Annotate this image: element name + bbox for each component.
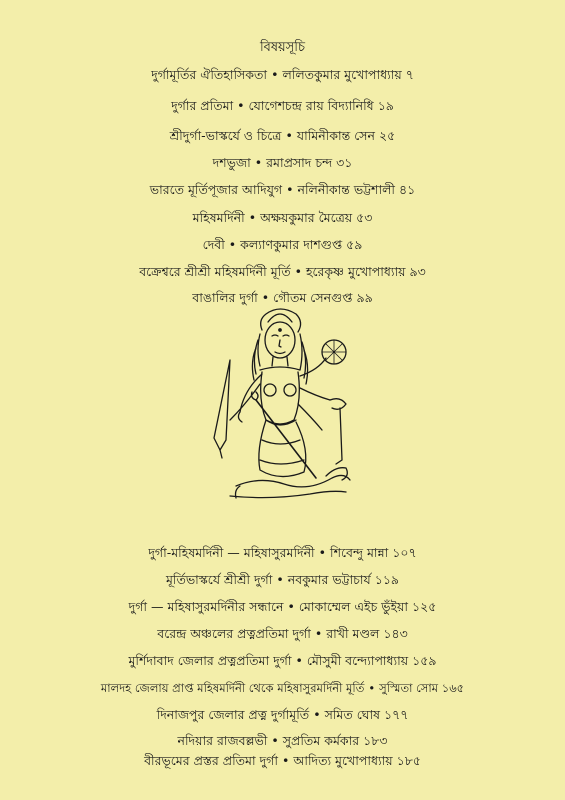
separator: • [287, 599, 295, 614]
entry-title: দুর্গামূর্তির ঐতিহাসিকতা [151, 67, 268, 82]
entry-author: অক্ষয়কুমার মৈত্রেয় [260, 210, 353, 225]
separator: • [276, 572, 284, 587]
toc-entry [0, 181, 565, 199]
entry-author: যোগেশচন্দ্র রায় বিদ্যানিধি [248, 98, 374, 113]
separator: • [248, 210, 257, 225]
toc-entry [0, 209, 565, 227]
entry-author: রাখী মণ্ডল [326, 626, 380, 641]
toc-entry [0, 598, 565, 616]
separator: • [368, 681, 376, 695]
entry-author: যামিনীকান্ত সেন [296, 128, 376, 143]
entry-title: দুর্গা-মহিষমর্দিনী — মহিষাসুরমর্দিনী [148, 545, 315, 560]
entry-author: মৌসুমী বন্দ্যোপাধ্যায় [306, 653, 409, 668]
entry-page: ১২৫ [411, 599, 437, 614]
entry-title: বীরভূমের প্রস্তর প্রতিমা দুর্গা [144, 753, 278, 768]
entry-title: মুর্শিদাবাদ জেলার প্রত্নপ্রতিমা দুর্গা [128, 653, 292, 668]
separator: • [254, 155, 263, 170]
toc-entry [0, 706, 565, 724]
entry-author: আদিত্য মুখোপাধ্যায় [293, 753, 393, 768]
entry-title: দুর্গা — মহিষাসুরমর্দিনীর সন্ধানে [128, 599, 284, 614]
entry-page: ৪১ [398, 182, 416, 197]
entry-title: বক্রেশ্বরে শ্রীশ্রী মহিষমর্দিনী মূর্তি [139, 264, 291, 279]
separator: • [314, 626, 323, 641]
entry-author: নলিনীকান্ত ভট্টশালী [297, 182, 395, 197]
separator: • [285, 128, 293, 143]
entry-page: ৫৩ [356, 210, 373, 225]
toc-entry [0, 625, 565, 643]
separator: • [271, 733, 279, 748]
separator: • [294, 264, 302, 279]
page-heading: বিষয়সূচি [259, 40, 306, 55]
entry-title: দিনাজপুর জেলার প্রত্ন দুর্গামূর্তি [156, 707, 310, 722]
separator: • [228, 237, 237, 252]
entry-title: দেবী [202, 237, 225, 252]
entry-page: ১১৯ [374, 572, 400, 587]
toc-entry [0, 544, 565, 562]
entry-author: সমিত ঘোষ [324, 707, 380, 722]
entry-author: কল্যাণকুমার দাশগুপ্ত [240, 237, 343, 252]
separator: • [237, 98, 245, 113]
separator: • [286, 182, 294, 197]
entry-author: মোকাম্মেল এইচ ভুঁইয়া [298, 599, 408, 614]
entry-author: ললিতকুমার মুখোপাধ্যায় [282, 67, 402, 82]
separator: • [271, 67, 279, 82]
entry-page: ৫৯ [346, 237, 363, 252]
entry-page: ১৯ [377, 98, 394, 113]
separator: • [261, 290, 270, 305]
entry-title: মূর্তিভাস্কর্যে শ্রীশ্রী দুর্গা [165, 572, 273, 587]
entry-title: মালদহ জেলায় প্রাপ্ত মহিষমর্দিনী থেকে মহিষাসুরমর্দিনী মূর্তি [100, 681, 365, 695]
entry-title: দুর্গার প্রতিমা [171, 98, 234, 113]
entry-title: বাঙালির দুর্গা [192, 290, 258, 305]
entry-page: ৯৯ [356, 290, 373, 305]
entry-author: গৌতম সেনগুপ্ত [273, 290, 353, 305]
goddess-illustration-icon [200, 300, 360, 510]
entry-title: ভারতে মূর্তিপূজার আদিযুগ [149, 182, 283, 197]
entry-page: ১৬৫ [441, 681, 465, 695]
entry-page: ১০৭ [392, 545, 417, 560]
toc-entry [0, 652, 565, 670]
entry-author: রমাপ্রসাদ চন্দ [266, 155, 333, 170]
toc-entry [0, 679, 565, 697]
entry-author: হরেকৃষ্ণ মুখোপাধ্যায় [305, 264, 406, 279]
entry-author: শিবেন্দু মান্না [330, 545, 389, 560]
toc-entry [0, 752, 565, 770]
entry-page: ১৮৫ [396, 753, 421, 768]
entry-page: ৯৩ [409, 264, 426, 279]
toc-entry [0, 236, 565, 254]
toc-entry [0, 154, 565, 172]
entry-title: মহিষমর্দিনী [192, 210, 245, 225]
toc-entry [0, 97, 565, 115]
separator: • [295, 653, 303, 668]
separator: • [281, 753, 290, 768]
entry-title: বরেন্দ্র অঞ্চলের প্রত্নপ্রতিমা দুর্গা [157, 626, 311, 641]
entry-page: ২৫ [379, 128, 396, 143]
entry-page: ১৮৩ [363, 733, 388, 748]
entry-title: শ্রীদুর্গা-ভাস্কর্যে ও চিত্রে [169, 128, 282, 143]
entry-title: দশভুজা [212, 155, 251, 170]
entry-title: নদিয়ার রাজবল্লভী [177, 733, 268, 748]
toc-entry [0, 263, 565, 281]
entry-author: নবকুমার ভট্টাচার্য [287, 572, 371, 587]
entry-page: ১৪৩ [383, 626, 408, 641]
entry-page: ৭ [405, 67, 414, 82]
entry-author: সুপ্রতিম কর্মকার [282, 733, 360, 748]
separator: • [313, 707, 321, 722]
entry-author: সুস্মিতা সোম [379, 681, 439, 695]
toc-entry [0, 127, 565, 145]
entry-page: ১৫৯ [412, 653, 437, 668]
separator: • [318, 545, 327, 560]
entry-page: ৩১ [336, 155, 353, 170]
entry-page: ১৭৭ [383, 707, 409, 722]
toc-entry [0, 571, 565, 589]
toc-entry [0, 732, 565, 750]
toc-entry [0, 66, 565, 84]
